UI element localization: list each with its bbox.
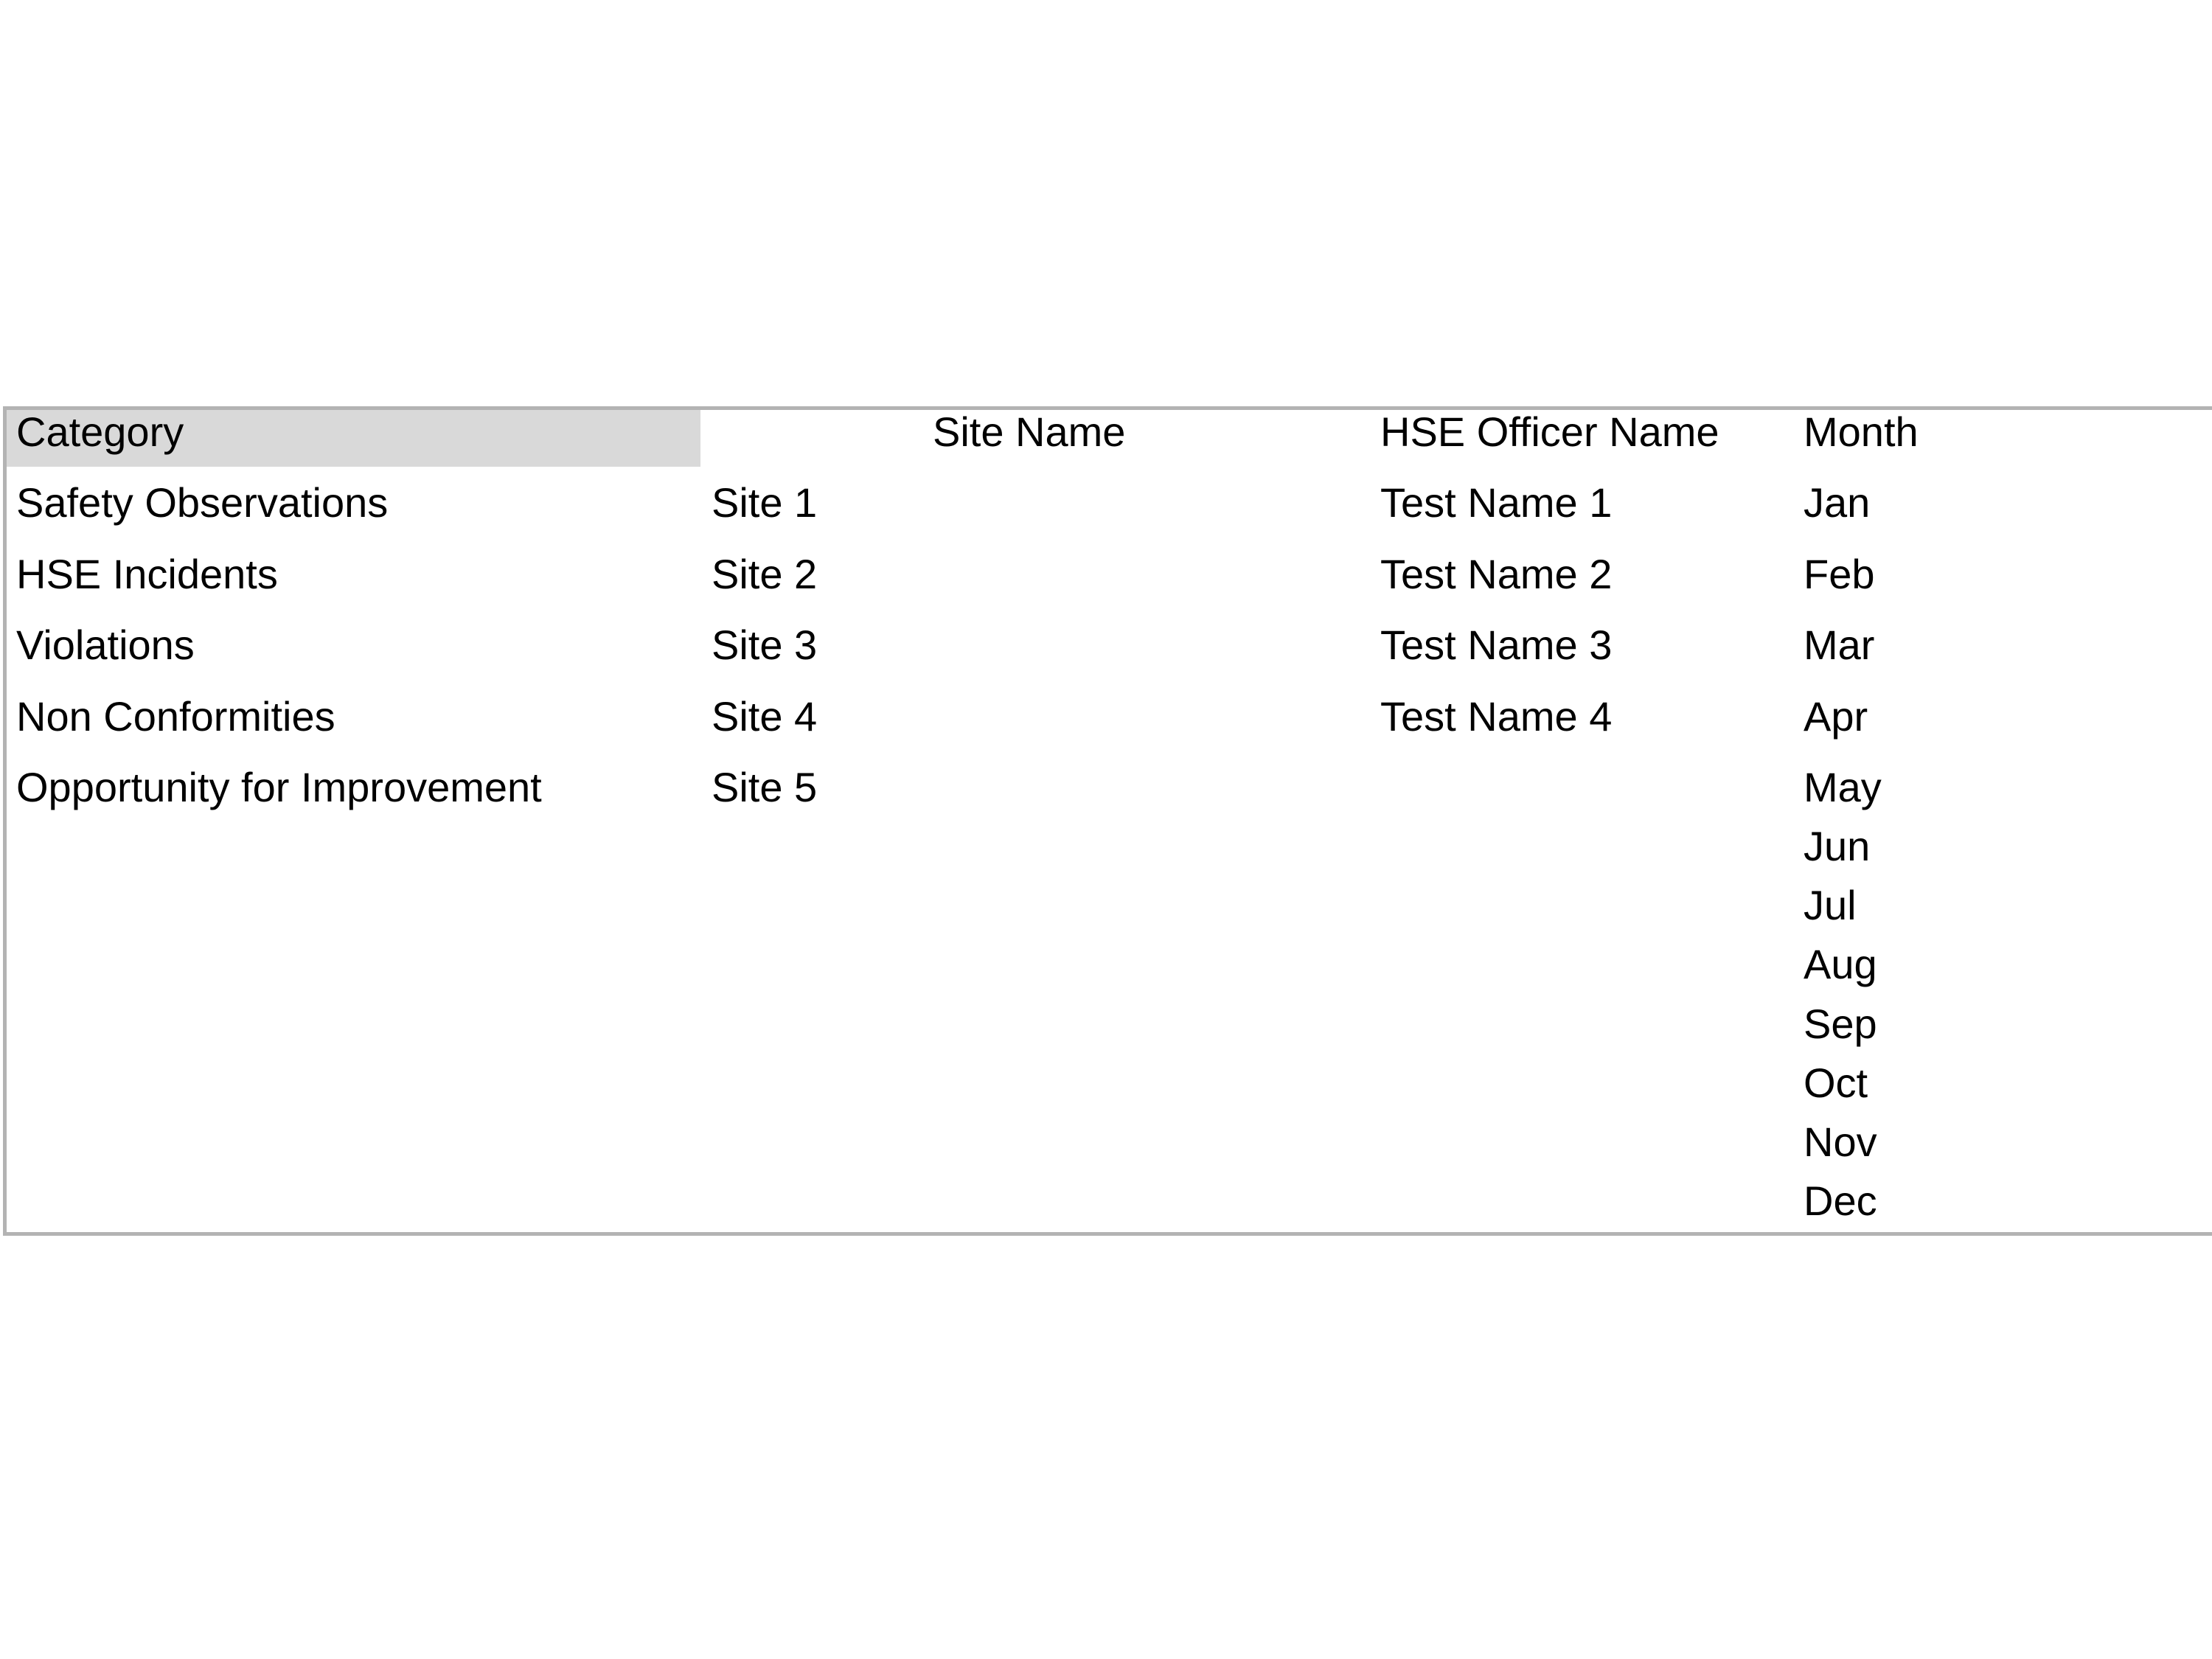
site-cell[interactable]: Site 2	[712, 551, 818, 597]
month-cell[interactable]: Aug	[1804, 941, 1877, 987]
site-cell[interactable]: Site 5	[712, 764, 818, 810]
officer-cell[interactable]: Test Name 4	[1380, 693, 1613, 740]
month-cell[interactable]: May	[1804, 764, 1882, 810]
site-cell[interactable]: Site 4	[712, 693, 818, 740]
month-cell[interactable]: Sep	[1804, 1001, 1877, 1047]
month-cell[interactable]: Jun	[1804, 823, 1871, 869]
month-cell[interactable]: Jul	[1804, 882, 1857, 928]
month-cell[interactable]: Apr	[1804, 693, 1868, 740]
month-cell[interactable]: Feb	[1804, 551, 1875, 597]
site-cell[interactable]: Site 3	[712, 622, 818, 668]
category-cell[interactable]: Non Conformities	[16, 693, 335, 740]
month-cell[interactable]: Nov	[1804, 1119, 1877, 1165]
category-cell[interactable]: Opportunity for Improvement	[16, 764, 542, 810]
spreadsheet-table	[3, 406, 2212, 1236]
month-cell[interactable]: Oct	[1804, 1060, 1868, 1106]
month-cell[interactable]: Mar	[1804, 622, 1875, 668]
officer-cell[interactable]: Test Name 2	[1380, 551, 1613, 597]
category-cell[interactable]: Safety Observations	[16, 479, 389, 526]
officer-cell[interactable]: Test Name 1	[1380, 479, 1613, 526]
header-month[interactable]: Month	[1804, 408, 1919, 455]
header-site-name[interactable]: Site Name	[933, 408, 1126, 455]
month-cell[interactable]: Dec	[1804, 1178, 1877, 1224]
category-cell[interactable]: Violations	[16, 622, 195, 668]
header-category[interactable]: Category	[16, 408, 184, 455]
month-cell[interactable]: Jan	[1804, 479, 1871, 526]
site-cell[interactable]: Site 1	[712, 479, 818, 526]
category-cell[interactable]: HSE Incidents	[16, 551, 278, 597]
officer-cell[interactable]: Test Name 3	[1380, 622, 1613, 668]
header-hse-officer-name[interactable]: HSE Officer Name	[1380, 408, 1719, 455]
